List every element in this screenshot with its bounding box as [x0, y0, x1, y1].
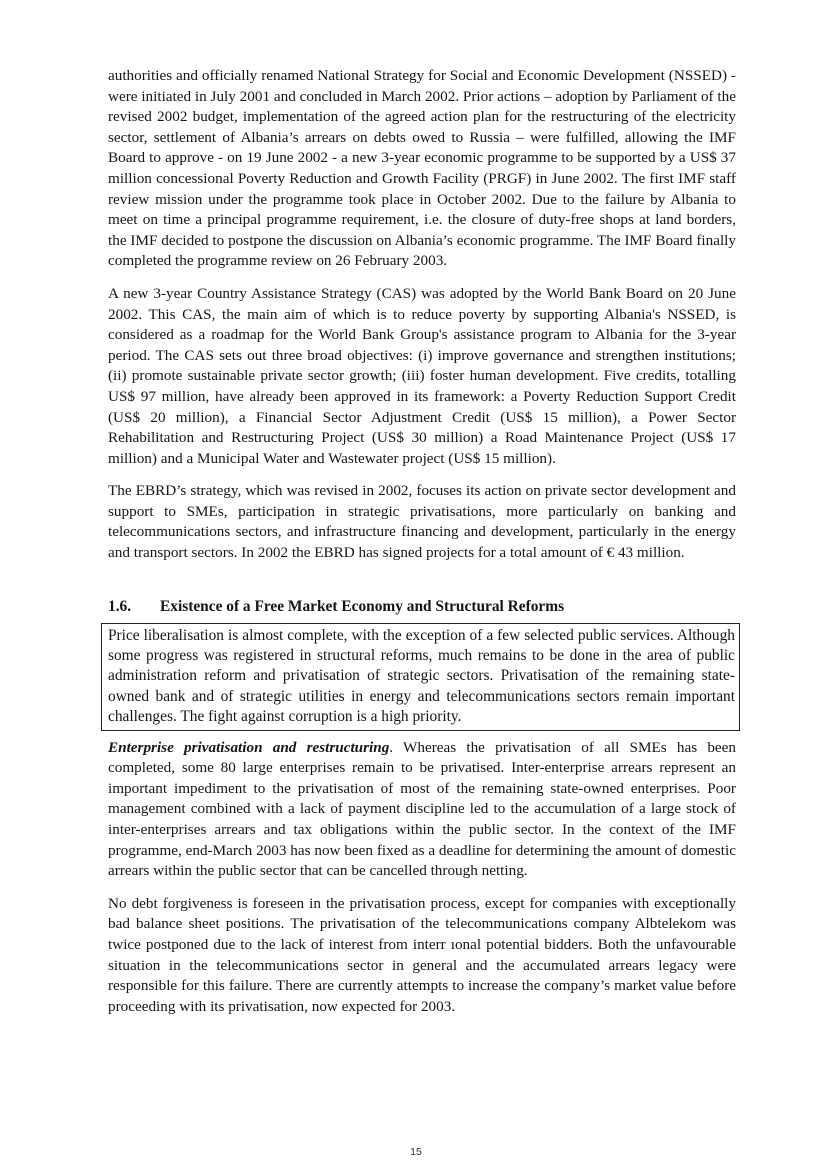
paragraph-body: . Whereas the privatisation of all SMEs has been completed, some 80 large enterprises remain to be privatised. Inter-enterprise arrears represent an important impediment to the privatisation of most of the remaining state-owned enterprises. Poor management combined with a lack of payment discipline led to the accumulation of a large stock of inter-enterprises arrears and tax obligations within the public sector. In the context of the IMF programme, end-March 2003 has now been fixed as a deadline for determining the amount of domestic arrears within the public sector that can be cancelled through netting.	[108, 738, 736, 880]
paragraph-ebrd-strategy: The EBRD’s strategy, which was revised in 2002, focuses its action on private sector development and support to SMEs, participation in strategic privatisations, more particularly on banking and telecommunications sectors, and infrastructure financing and development, particularly in the energy and transport sectors. In 2002 the EBRD has signed projects for a total amount of € 43 million.	[108, 482, 736, 562]
paragraph-imf-programme: authorities and officially renamed National Strategy for Social and Economic Development (NSSED) - were initiated in July 2001 and concluded in March 2002. Prior actions – adoption by Parliament of the revised 2002 budget, implementation of the agreed action plan for the restructuring of the electricity sector, settlement of Albania’s arrears on debts owed to Russia – were fulfilled, allowing the IMF Board to approve - on 19 June 2002 - a new 3-year economic programme to be supported by a US$ 37 million concessional Poverty Reduction and Growth Facility (PRGF) in June 2002. The first IMF staff review mission under the programme took place in October 2002. Due to the failure by Albania to meet on time a principal programme requirement, i.e. the closure of duty-free shops at land borders, the IMF decided to postpone the discussion on Albania’s economic programme. The IMF Board finally completed the programme review on 26 February 2003.	[108, 67, 736, 270]
summary-text: Price liberalisation is almost complete, with the exception of a few selected public services. Although some progress was registered in structural reforms, much remains to be done in the area of public administration reform and privatisation of strategic sectors. Privatisation of the remaining state-owned bank and of strategic utilities in energy and telecommunications sectors remain important challenges. The fight against corruption is a high priority.	[108, 626, 735, 726]
section-number: 1.6.	[108, 597, 132, 615]
section-heading	[108, 597, 736, 617]
section-title: Existence of a Free Market Economy and Structural Reforms	[160, 597, 565, 615]
page-number: 15	[410, 1146, 422, 1158]
paragraph-debt-forgiveness: No debt forgiveness is foreseen in the privatisation process, except for companies with exceptionally bad balance sheet positions. The privatisation of the telecommunications company Albtelekom was twice postponed due to the lack of interest from interr ıonal potential bidders. Both the unfavourable situation in the telecommunications sector in general and the accumulated arrears legacy were responsible for this failure. There are currently attempts to increase the company’s market value before proceeding with its privatisation, now expected for 2003.	[108, 894, 736, 1015]
paragraph-enterprise-privatisation	[108, 738, 736, 882]
paragraph-world-bank-cas: A new 3-year Country Assistance Strategy (CAS) was adopted by the World Bank Board on 20 June 2002. This CAS, the main aim of which is to reduce poverty by supporting Albania's NSSED, is considered as a roadmap for the World Bank Group's assistance program to Albania for the 3-year period. The CAS sets out three broad objectives: (i) improve governance and strengthen institutions; (ii) promote sustainable private sector growth; (iii) foster human development. Five credits, totalling US$ 97 million, have already been approved in its framework: a Poverty Reduction Support Credit (US$ 20 million), a Financial Sector Adjustment Credit (US$ 15 million), a Power Sector Rehabilitation and Restructuring Project (US$ 30 million) a Road Maintenance Project (US$ 17 million) and a Municipal Water and Wastewater project (US$ 15 million).	[108, 284, 736, 467]
paragraph-lead-heading: Enterprise privatisation and restructuring	[108, 738, 390, 756]
summary-box	[101, 623, 740, 731]
document-page	[108, 66, 736, 1017]
